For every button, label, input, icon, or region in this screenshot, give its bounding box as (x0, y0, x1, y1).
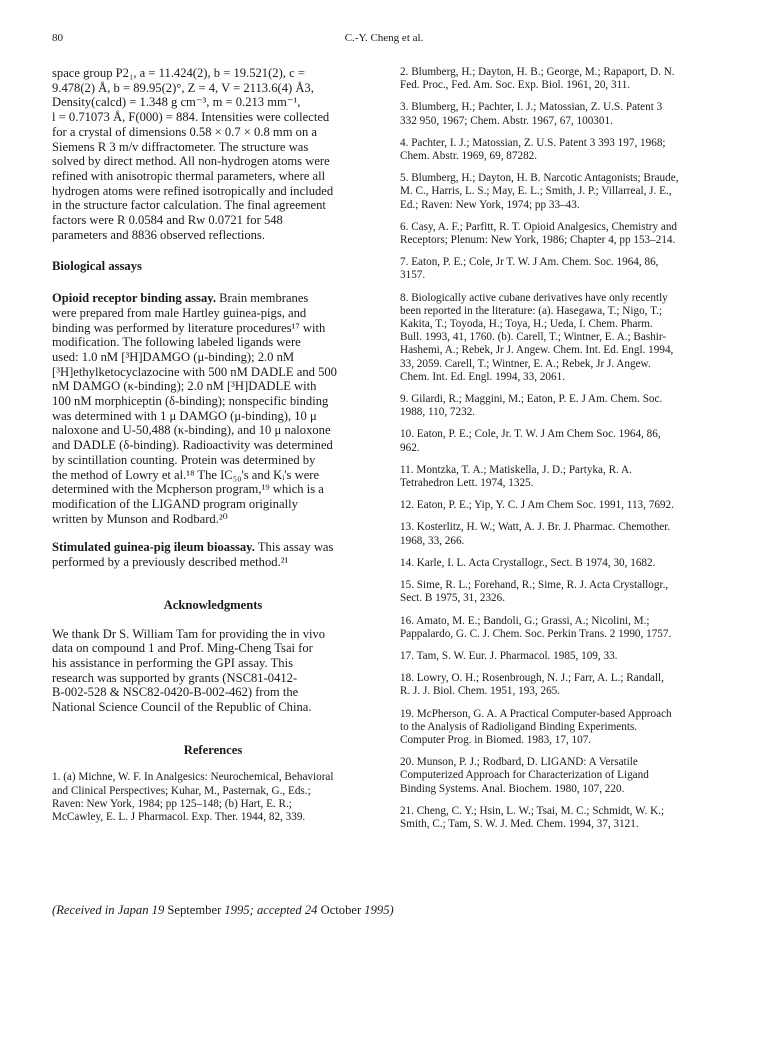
accepted-month: October (320, 903, 362, 917)
ileum-bioassay-body: This assay was performed by a previously described method.²¹ (52, 540, 334, 570)
reference-item: 14. Karle, I. L. Acta Crystallogr., Sect. B 1974, 30, 1682. (400, 556, 656, 569)
biological-assays-heading: Biological assays (52, 259, 142, 274)
reference-item: 19. McPherson, G. A. A Practical Computer-based Approach to the Analysis of Radioligand Binding Experiments. Computer Prog. in Biomed. 1983, 17, 107. (400, 707, 672, 746)
received-month: September (167, 903, 222, 917)
opioid-binding-paragraph (52, 291, 374, 526)
received-accepted-note (52, 903, 394, 918)
reference-item: 17. Tam, S. W. Eur. J. Pharmacol. 1985, 109, 33. (400, 649, 618, 662)
ileum-bioassay-runin: Stimulated guinea-pig ileum bioassay. (52, 540, 255, 555)
reference-item: 20. Munson, P. J.; Rodbard, D. LIGAND: A Versatile Computerized Approach for Characterization of Ligand Binding Systems. Anal. Biochem. 1980, 107, 220. (400, 756, 649, 795)
reference-item: 1. (a) Michne, W. F. In Analgesics: Neurochemical, Behavioral and Clinical Perspectives; Kuhar, M., Pasternak, G., Eds.; Raven: New York, 1984; pp 125–148; (b) Hart, E. R.; McCawley, E. L. J Pharmacol. Exp. Ther. 1944, 82, 339. (52, 771, 334, 824)
right-column (400, 66, 716, 840)
reference-item: 3. Blumberg, H.; Pachter, I. J.; Matossian, Z. U.S. Patent 3 332 950, 1967; Chem. Abstr. 1967, 67, 100301. (400, 101, 663, 127)
page-header (52, 32, 716, 48)
reference-item: 13. Kosterlitz, H. W.; Watt, A. J. Br. J. Pharmac. Chemother. 1968, 33, 266. (400, 521, 671, 547)
reference-item: 9. Gilardi, R.; Maggini, M.; Eaton, P. E. J Am. Chem. Soc. 1988, 110, 7232. (400, 393, 663, 419)
page-number: 80 (52, 32, 63, 44)
received-prefix: (Received in Japan 19 (52, 903, 168, 917)
reference-item: 12. Eaton, P. E.; Yip, Y. C. J Am Chem Soc. 1991, 113, 7692. (400, 499, 674, 512)
opioid-binding-runin: Opioid receptor binding assay. (52, 291, 216, 306)
running-head: C.-Y. Cheng et al. (344, 32, 424, 44)
reference-item: 16. Amato, M. E.; Bandoli, G.; Grassi, A.; Nicolini, M.; Pappalardo, G. C. J. Chem. Soc. Perkin Trans. 2 1990, 1757. (400, 614, 672, 640)
reference-item: 10. Eaton, P. E.; Cole, Jr. T. W. J Am Chem Soc. 1964, 86, 962. (400, 428, 661, 454)
references-heading: References (183, 742, 243, 757)
reference-item: 11. Montzka, T. A.; Matiskella, J. D.; Partyka, R. A. Tetrahedron Lett. 1974, 1325. (400, 463, 632, 490)
acknowledgments-paragraph: We thank Dr S. William Tam for providing the in vivo data on compound 1 and Prof. Ming-Cheng Tsai for his assistance in performing the GPI assay. This research was supported by grants (NSC81-0412- B-002-528 & NSC82-0420-B-002-462) from the National Science Council of the Republic of China. (52, 626, 326, 715)
reference-item: 21. Cheng, C. Y.; Hsin, L. W.; Tsai, M. C.; Schmidt, W. K.; Smith, C.; Tam, S. W. J. Med. Chem. 1994, 37, 3121. (400, 804, 665, 830)
reference-item: 6. Casy, A. F.; Parfitt, R. T. Opioid Analgesics, Chemistry and Receptors; Plenum: New York, 1986; Chapter 4, pp 153–214. (400, 220, 678, 247)
reference-item: 18. Lowry, O. H.; Rosenbrough, N. J.; Farr, A. L.; Randall, R. J. J. Biol. Chem. 1951, 193, 265. (400, 672, 664, 698)
reference-item: 15. Sime, R. L.; Forehand, R.; Sime, R. J. Acta Crystallogr., Sect. B 1975, 31, 2326. (400, 579, 669, 605)
crystal-data-paragraph: space group P2₁, a = 11.424(2), b = 19.521(2), c = 9.478(2) Å, b = 89.95(2)°, Z = 4, V = 2113.6(4) Å3, Density(calcd) = 1.348 g cm⁻³, m = 0.213 mm⁻¹, l = 0.71073 Å, F(000) = 884. Intensities were collected for a crystal of dimensions 0.58 × 0.7 × 0.8 mm on a Siemens R 3 m/v diffractometer. The structure was solved by direct method. All non-hydrogen atoms were refined with anisotropic thermal parameters, where all hydrogen atoms were refined isotropically and included in the structure factor calculation. The final agreement factors were R 0.0584 and Rw 0.0721 for 548 parameters and 8836 observed reflections. (52, 66, 334, 242)
opioid-binding-body: Brain membranes were prepared from male Hartley guinea-pigs, and binding was performed by literature procedures¹⁷ with modification. The following labeled ligands were used: 1.0 nM [³H]DAMGO (μ-binding); 2.0 nM [³H]ethylketocyclazocine with 500 nM DADLE and 500 nM DAMGO (κ-binding); 2.0 nM [³H]DADLE with 100 nM morphiceptin (δ-binding); nonspecific binding was determined with 1 μ DAMGO (μ-binding), 10 μ naloxone and U-50,488 (κ-binding), and 10 μ naloxone and DADLE (δ-binding). Radioactivity was determined by scintillation counting. Protein was determined by the method of Lowry et al.¹⁸ The IC₅₀'s and Kᵢ's were determined with the Mcpherson program,¹⁹ which is a modification of the LIGAND program originally written by Munson and Rodbard.²⁰ (52, 291, 337, 526)
left-column (52, 66, 374, 833)
reference-item: 5. Blumberg, H.; Dayton, H. B. Narcotic Antagonists; Braude, M. C., Harris, L. S.; May, E. L.; Smith, J. P.; Villarreal, J. E., Ed.; Raven: New York, 1974; pp 33–43. (400, 172, 679, 211)
reference-item: 4. Pachter, I. J.; Matossian, Z. U.S. Patent 3 393 197, 1968; Chem. Abstr. 1969, 69, 87282. (400, 136, 666, 163)
reference-item: 2. Blumberg, H.; Dayton, H. B.; George, M.; Rapaport, D. N. Fed. Proc., Fed. Am. Soc. Exp. Biol. 1961, 20, 311. (400, 66, 675, 92)
reference-item: 7. Eaton, P. E.; Cole, Jr T. W. J Am. Chem. Soc. 1964, 86, 3157. (400, 256, 659, 282)
received-suffix: 1995) (361, 903, 394, 917)
reference-item: 8. Biologically active cubane derivatives have only recently been reported in the literature: (a). Hasegawa, T.; Nigo, T.; Kakita, T.; Toyoda, H.; Toya, H.; Ueda, I. Chem. Pharm. Bull. 1993, 41, 1760. (b). Carell, T.; Wintner, E. A.; Bashir- Hashemi, A.; Rebek, Jr J. Angew. Chem. Int. Ed. Engl. 1994, 33, 2059. Carell, T.; Wintner, E. A.; Rebek, Jr J. Angew. Chem. Int. Ed. Engl. 1994, 33, 2061. (400, 291, 674, 383)
received-mid: 1995; accepted 24 (221, 903, 321, 917)
ileum-bioassay-paragraph (52, 540, 374, 569)
acknowledgments-heading: Acknowledgments (163, 597, 263, 612)
